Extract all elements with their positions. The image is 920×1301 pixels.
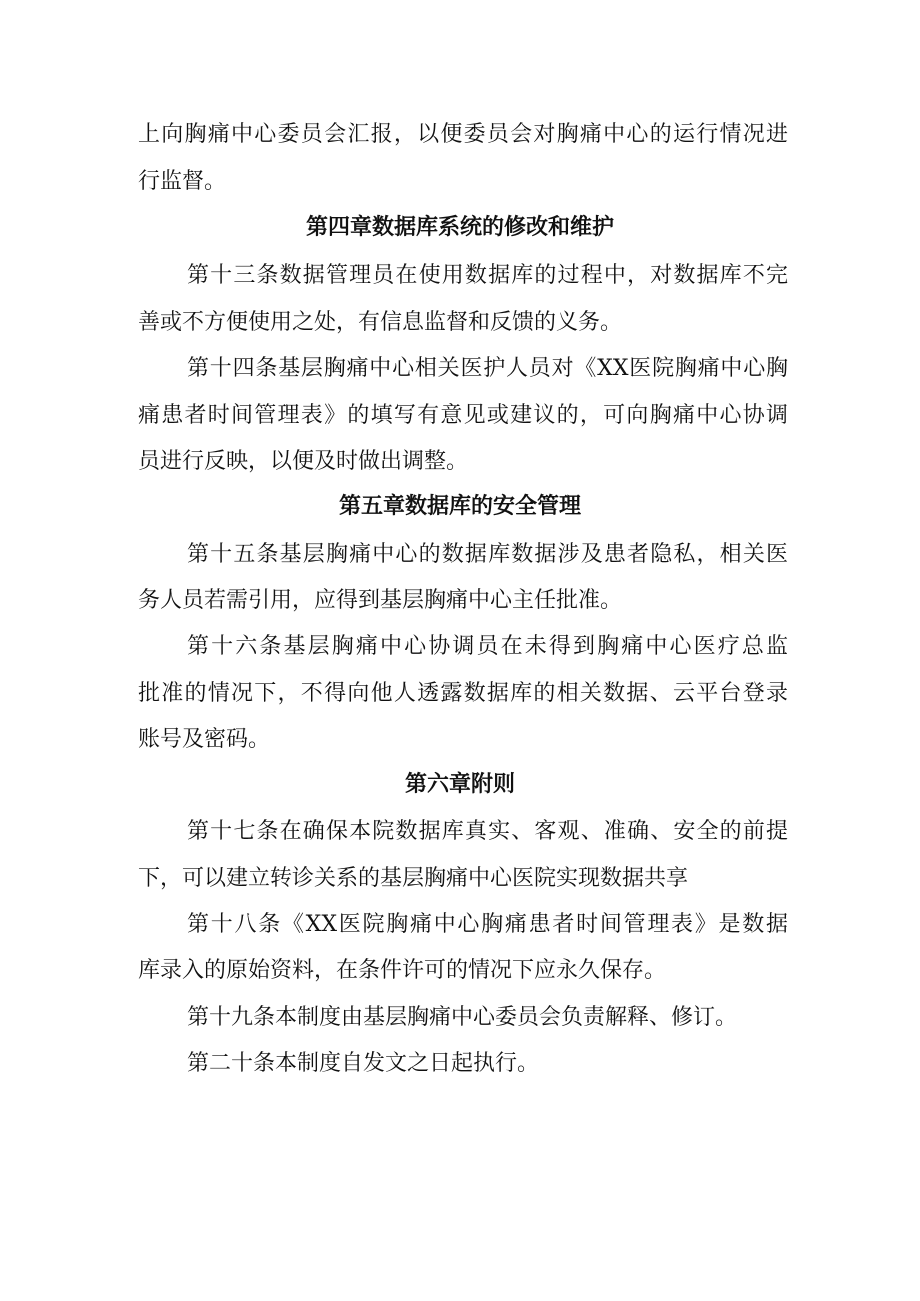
article-14-line-3: 员进行反映，以便及时做出调整。 xyxy=(138,449,469,474)
article-16-line-3: 账号及密码。 xyxy=(138,727,271,752)
paragraph-continued-line-1: 上向胸痛中心委员会汇报，以便委员会对胸痛中心的运行情况进 xyxy=(138,122,788,147)
article-15-line-2: 务人员若需引用，应得到基层胸痛中心主任批准。 xyxy=(138,588,623,613)
chapter-6-heading: 第六章附则 xyxy=(404,772,515,797)
article-18-line-2: 库录入的原始资料，在条件许可的情况下应永久保存。 xyxy=(138,958,667,983)
article-20-line-1: 第二十条本制度自发文之日起执行。 xyxy=(187,1051,540,1076)
article-17-line-2: 下，可以建立转诊关系的基层胸痛中心医院实现数据共享 xyxy=(138,866,689,891)
chapter-5-heading: 第五章数据库的安全管理 xyxy=(338,494,581,519)
article-17-line-1: 第十七条在确保本院数据库真实、客观、准确、安全的前提 xyxy=(187,819,788,844)
article-15-line-1: 第十五条基层胸痛中心的数据库数据涉及患者隐私，相关医 xyxy=(187,542,788,567)
article-16-line-1: 第十六条基层胸痛中心协调员在未得到胸痛中心医疗总监 xyxy=(187,634,788,659)
article-13-line-1: 第十三条数据管理员在使用数据库的过程中，对数据库不完 xyxy=(187,263,788,288)
article-14-line-1: 第十四条基层胸痛中心相关医护人员对《XX医院胸痛中心胸 xyxy=(187,356,788,381)
article-13-line-2: 善或不方便使用之处，有信息监督和反馈的义务。 xyxy=(138,310,623,335)
chapter-4-heading: 第四章数据库系统的修改和维护 xyxy=(305,215,614,240)
article-14-line-2: 痛患者时间管理表》的填写有意见或建议的，可向胸痛中心协调 xyxy=(138,403,788,428)
article-18-line-1: 第十八条《XX医院胸痛中心胸痛患者时间管理表》是数据 xyxy=(187,912,788,937)
paragraph-continued-line-2: 行监督。 xyxy=(138,169,227,194)
article-19-line-1: 第十九条本制度由基层胸痛中心委员会负责解释、修订。 xyxy=(187,1005,738,1030)
article-16-line-2: 批准的情况下，不得向他人透露数据库的相关数据、云平台登录 xyxy=(138,681,788,706)
